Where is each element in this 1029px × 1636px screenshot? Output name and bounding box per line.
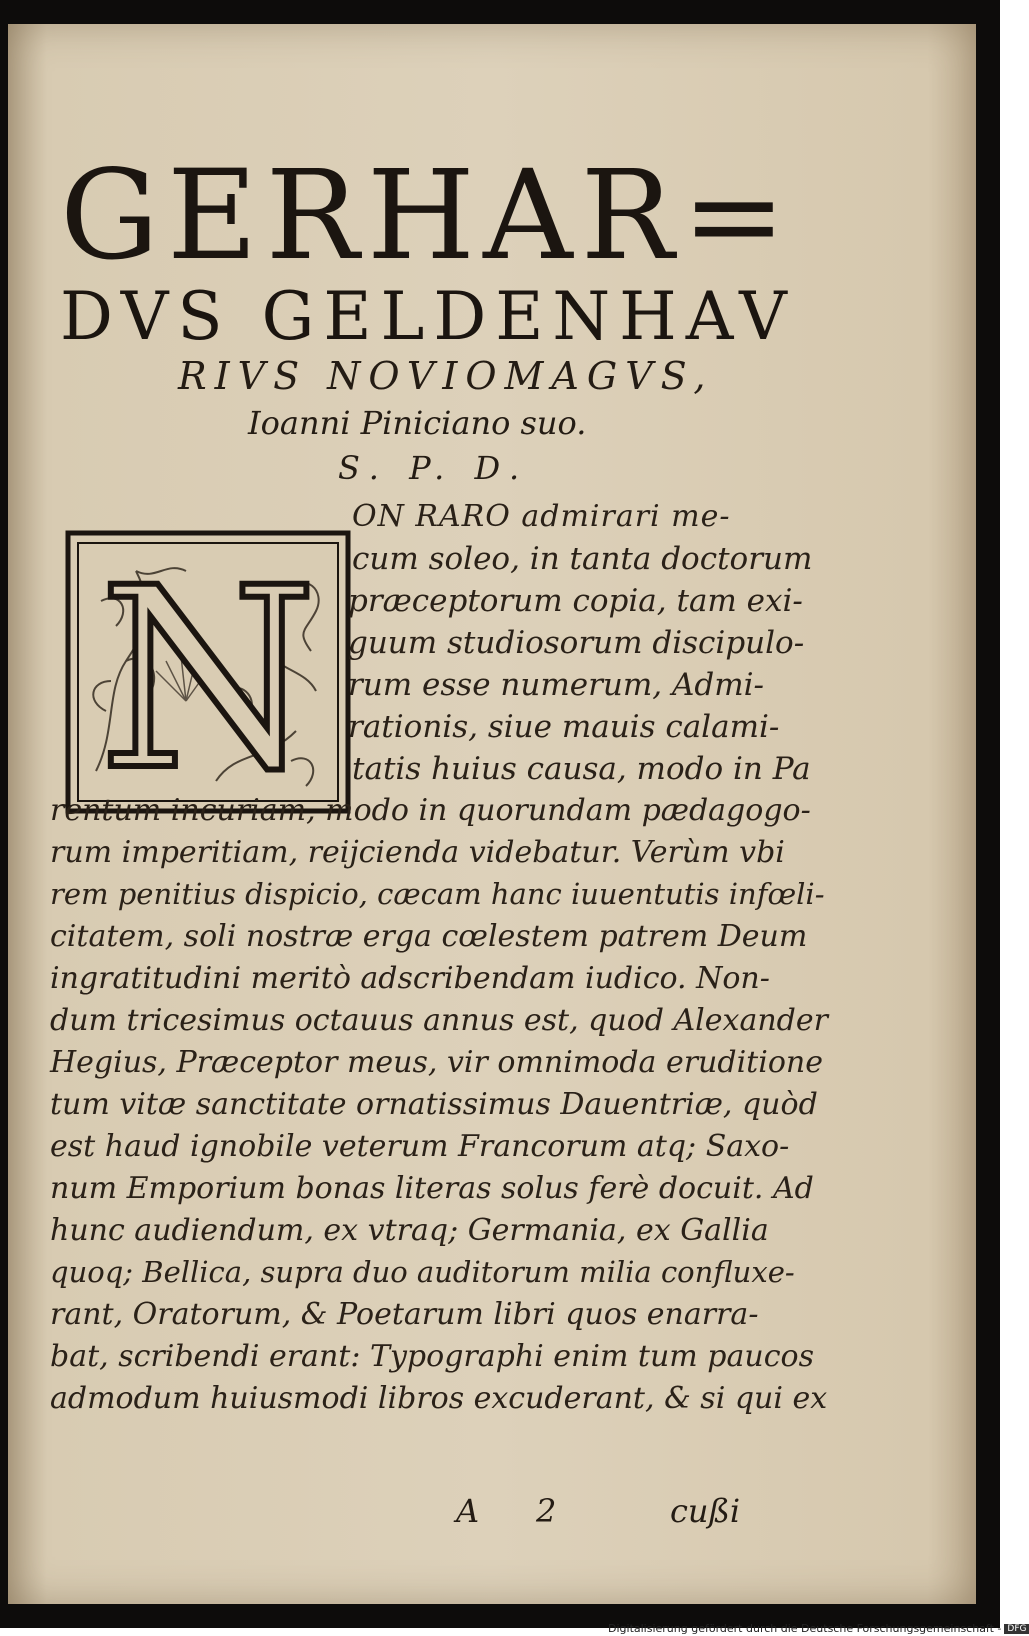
addressee: Ioanni Piniciano suo.: [248, 404, 587, 442]
body-line: est haud ignobile veterum Francorum atq; Saxo-: [50, 1129, 790, 1164]
body-line: rentum incuriam, modo in quorundam pædagogo-: [50, 793, 811, 828]
body-line: præceptorum copia, tam exi-: [348, 583, 803, 619]
digitization-credit: [608, 1622, 1027, 1635]
credit-text: Digitalisierung gefördert durch die Deutsche Forschungsgemeinschaft -: [608, 1622, 1002, 1635]
title-line-1: GERHAR=: [60, 144, 794, 288]
body-line: cum soleo, in tanta doctorum: [352, 541, 813, 577]
body-line: admodum huiusmodi libros excuderant, & si qui ex: [50, 1381, 828, 1416]
body-line: tatis huius causa, modo in Pa: [352, 751, 811, 787]
body-line: rant, Oratorum, & Poetarum libri quos enarra-: [50, 1297, 759, 1332]
signature-mark: A: [456, 1492, 480, 1530]
decorated-initial-n: [66, 531, 350, 825]
body-line: quoq; Bellica, supra duo auditorum milia confluxe-: [50, 1255, 795, 1289]
body-line: ON RARO admirari me-: [352, 499, 731, 534]
body-line: num Emporium bonas literas solus ferè docuit. Ad: [50, 1171, 814, 1206]
book-page: [8, 24, 976, 1604]
body-line: bat, scribendi erant: Typographi enim tum paucos: [50, 1339, 814, 1374]
body-line: rum imperitiam, reijcienda videbatur. Verùm vbi: [50, 835, 785, 870]
title-line-2: DVS GELDENHAV: [60, 278, 796, 355]
catchword: cußi: [670, 1492, 741, 1530]
body-line: guum studiosorum discipulo-: [348, 625, 805, 661]
body-line: citatem, soli nostræ erga cœlestem patrem Deum: [50, 919, 808, 954]
body-line: Hegius, Præceptor meus, vir omnimoda eruditione: [50, 1045, 823, 1080]
body-line: hunc audiendum, ex vtraq; Germania, ex Gallia: [50, 1213, 769, 1248]
body-line: dum tricesimus octauus annus est, quod Alexander: [50, 1003, 828, 1038]
body-line: rem penitius dispicio, cæcam hanc iuuentutis infœli-: [50, 877, 825, 911]
dfg-logo: DFG: [1004, 1624, 1029, 1634]
title-line-3: RIVS NOVIOMAGVS,: [178, 354, 714, 398]
body-line: rationis, siue mauis calami-: [348, 709, 780, 745]
body-line: rum esse numerum, Admi-: [348, 667, 764, 703]
body-line: tum vitæ sanctitate ornatissimus Dauentriæ, quòd: [50, 1087, 818, 1122]
drop-cap-letter: N: [98, 534, 318, 825]
page-number: 2: [536, 1492, 557, 1530]
salutation: S. P. D.: [338, 449, 530, 487]
body-line: ingratitudini meritò adscribendam iudico. Non-: [50, 961, 770, 996]
